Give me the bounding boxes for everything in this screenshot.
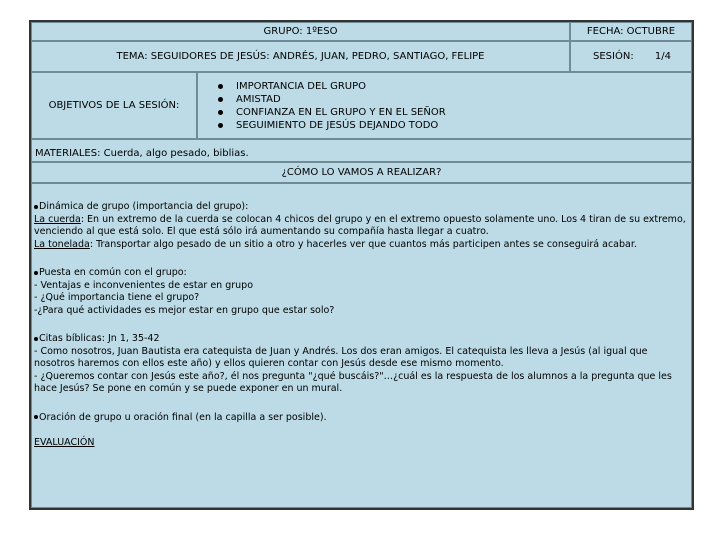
puesta-title: Puesta en común con el grupo:: [39, 267, 187, 278]
puesta-line: - Ventajas e inconvenientes de estar en grupo: [34, 279, 254, 291]
objetivo-item: SEGUIMIENTO DE JESÚS DEJANDO TODO: [236, 119, 691, 132]
grupo-text: GRUPO: 1ºESO: [263, 26, 338, 37]
puesta-line: - ¿Qué importancia tiene el grupo?: [34, 292, 200, 303]
materiales-text: MATERIALES: Cuerda, algo pesado, biblias.: [35, 148, 249, 159]
cuerda-label: La cuerda: [34, 213, 81, 225]
grupo-cell: [31, 22, 570, 41]
citas-block: [34, 333, 689, 396]
como-cell: [31, 162, 692, 183]
bullet-icon: [34, 205, 38, 209]
puesta-line: -¿Para qué actividades es mejor estar en grupo que estar solo?: [34, 304, 335, 316]
oracion-text: Oración de grupo u oración final (en la capilla a ser posible).: [39, 411, 327, 423]
tema-text: TEMA: SEGUIDORES DE JESÚS: ANDRÉS, JUAN, PEDRO, SANTIAGO, FELIPE: [116, 51, 485, 62]
dinamica-title: Dinámica de grupo (importancia del grupo):: [39, 201, 249, 212]
citas-line: - Como nosotros, Juan Bautista era catequista de Juan y Andrés. Los dos eran amigos. El catequista les lleva a Jesús (al igual que nosotros haremos con ellos este año) y ellos quieren contar con Jesús desde ese mismo momento.: [34, 345, 648, 369]
fecha-text: FECHA: OCTUBRE: [586, 26, 676, 37]
citas-line: - ¿Queremos contar con Jesús este año?, él nos pregunta "¿qué buscáis?"…¿cuál es la respuesta de los alumnos a la pregunta que les hace Jesús? Se pone en común y se puede exponer en un mural.: [34, 370, 672, 394]
puesta-block: [34, 267, 689, 317]
objetivo-item: IMPORTANCIA DEL GRUPO: [236, 80, 691, 93]
objetivos-label: OBJETIVOS DE LA SESIÓN:: [48, 100, 180, 111]
dinamica-block: [34, 201, 689, 251]
bullet-icon: [34, 415, 38, 419]
sesion-value: 1/4: [654, 51, 671, 62]
objetivo-item: CONFIANZA EN EL GRUPO Y EN EL SEÑOR: [236, 106, 691, 119]
actividades-cell: [31, 183, 692, 508]
bullet-icon: [34, 271, 38, 275]
oracion-block: [34, 412, 689, 425]
sesion-cell: [570, 41, 692, 72]
objetivos-list: [214, 80, 691, 132]
cuerda-text: : En un extremo de la cuerda se colocan 4 chicos del grupo y en el extremo opuesto solamente uno. Los 4 tiran de su extremo, venciendo al que está solo. El que está sólo irá aumentando su compañía hasta llegar a cuatro.: [34, 213, 686, 237]
citas-title: Citas bíblicas: Jn 1, 35-42: [39, 333, 160, 344]
objetivo-item: AMISTAD: [236, 93, 691, 106]
bullet-icon: [34, 337, 38, 341]
como-text: ¿CÓMO LO VAMOS A REALIZAR?: [281, 167, 442, 178]
sesion-label: SESIÓN:: [593, 51, 634, 62]
materiales-cell: [31, 139, 692, 162]
fecha-cell: [570, 22, 692, 41]
objetivos-list-cell: [197, 72, 692, 139]
tonelada-label: La tonelada: [34, 238, 90, 250]
tonelada-text: : Transportar algo pesado de un sitio a otro y hacerles ver que cuantos más participen antes se conseguirá acabar.: [89, 238, 637, 250]
objetivos-label-cell: [31, 72, 197, 139]
tema-cell: [31, 41, 570, 72]
evaluacion-heading: EVALUACIÓN: [34, 437, 95, 448]
